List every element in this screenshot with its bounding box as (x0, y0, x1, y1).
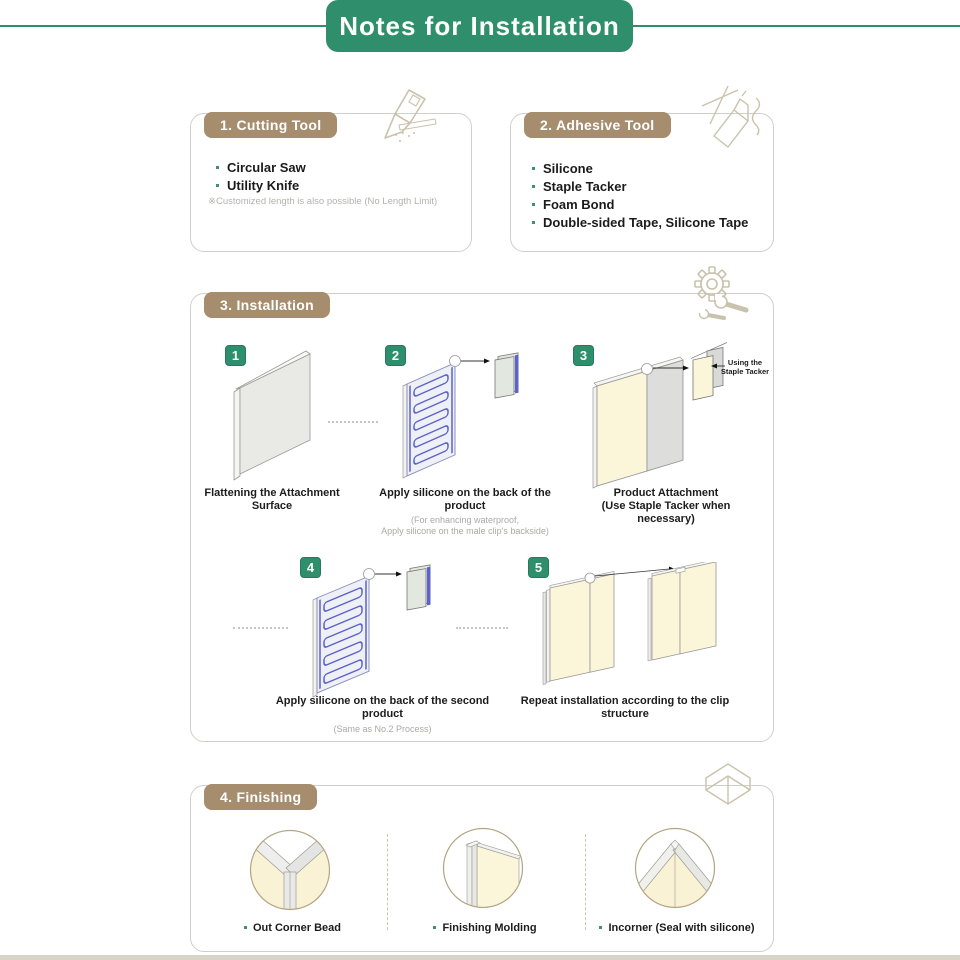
cutting-tool-list (216, 158, 446, 194)
finishing-item-label (400, 922, 570, 934)
bullet-dot-icon (599, 926, 602, 929)
staple-tacker-annotation (718, 358, 772, 376)
step-1-number: 1 (225, 345, 246, 366)
list-item-label: Foam Bond (543, 196, 615, 212)
annotation-line: Using the (727, 358, 763, 367)
gear-wrench-icon (690, 262, 754, 324)
list-item (532, 195, 767, 213)
step-1-panel-illustration (230, 348, 316, 484)
list-item (532, 177, 767, 195)
list-item-label: Double-sided Tape, Silicone Tape (543, 214, 749, 230)
step-2-subcaption: Apply silicone on the male clip's backside) (381, 526, 549, 536)
cutting-tool-label: 1. Cutting Tool (204, 112, 337, 138)
bullet-dot-icon (532, 185, 535, 188)
page-title: Notes for Installation (326, 0, 633, 52)
finishing-item-label (572, 922, 782, 934)
corner-molding-icon (700, 760, 756, 816)
out-corner-bead-illustration (248, 828, 332, 912)
step-3-caption: Product Attachment (613, 487, 719, 499)
step-1-caption: Flattening the Attachment Surface (204, 487, 340, 512)
dotted-separator (233, 627, 288, 629)
dashed-divider (387, 834, 388, 930)
list-item-label: Staple Tacker (543, 178, 627, 194)
step-2-silicone-illustration (398, 346, 526, 486)
finishing-item-text: Finishing Molding (442, 922, 537, 934)
bullet-dot-icon (532, 221, 535, 224)
adhesive-tool-list (532, 159, 767, 231)
list-item-label: Circular Saw (227, 159, 306, 175)
step-2-caption: Apply silicone on the back of the product (379, 487, 551, 512)
step-3-caption: (Use Staple Tacker when necessary) (601, 500, 731, 525)
finishing-item-text: Incorner (Seal with silicone) (608, 922, 755, 934)
utility-knife-icon (372, 88, 438, 150)
step-3-number: 3 (573, 345, 594, 366)
list-item (216, 158, 446, 176)
step-5-caption: Repeat installation according to the clip structure (520, 695, 730, 720)
finishing-molding-illustration (441, 826, 525, 910)
list-item (532, 159, 767, 177)
dashed-divider (585, 834, 586, 930)
incorner-illustration (633, 826, 717, 910)
page-bottom-edge (0, 955, 960, 960)
list-item (532, 213, 767, 231)
bullet-dot-icon (216, 166, 219, 169)
step-4-caption-block (270, 695, 495, 735)
step-4-number: 4 (300, 557, 321, 578)
installation-label: 3. Installation (204, 292, 330, 318)
bullet-dot-icon (433, 926, 436, 929)
silicone-tube-icon (698, 84, 766, 148)
cutting-tool-note: ※Customized length is also possible (No Length Limit) (208, 196, 438, 207)
step-4-subcaption: (Same as No.2 Process) (333, 724, 432, 734)
annotation-line: Staple Tacker (720, 367, 770, 376)
step-3-caption-block (574, 487, 758, 526)
bullet-dot-icon (532, 203, 535, 206)
finishing-label: 4. Finishing (204, 784, 317, 810)
list-item-label: Utility Knife (227, 177, 300, 193)
step-2-caption-block (372, 487, 558, 537)
dotted-separator (328, 421, 378, 423)
step-2-subcaption: (For enhancing waterproof, (410, 515, 520, 525)
dotted-separator (456, 627, 508, 629)
step-5-repeat-illustration (540, 562, 745, 692)
bullet-dot-icon (216, 184, 219, 187)
finishing-item-text: Out Corner Bead (252, 922, 341, 934)
step-2-number: 2 (385, 345, 406, 366)
adhesive-tool-label: 2. Adhesive Tool (524, 112, 671, 138)
list-item-label: Silicone (543, 160, 593, 176)
list-item (216, 176, 446, 194)
bullet-dot-icon (532, 167, 535, 170)
finishing-item-label (210, 922, 375, 934)
bullet-dot-icon (244, 926, 247, 929)
step-5-number: 5 (528, 557, 549, 578)
step-4-silicone-illustration (308, 558, 440, 698)
step-4-caption: Apply silicone on the back of the second product (275, 695, 490, 720)
